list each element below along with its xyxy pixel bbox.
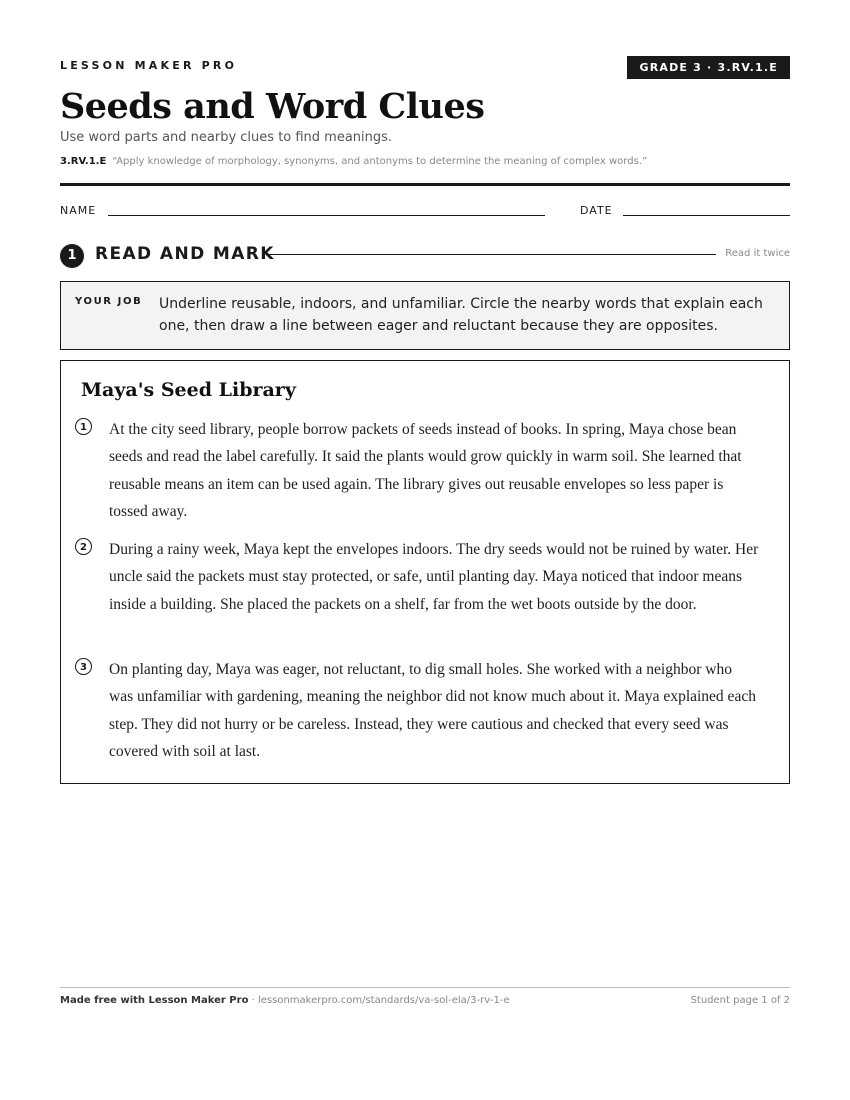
header-divider	[60, 183, 790, 186]
standard-line	[60, 156, 790, 167]
worksheet-page	[60, 0, 790, 1100]
page-subtitle: Use word parts and nearby clues to find meanings.	[60, 130, 393, 145]
story-box	[60, 360, 790, 784]
footer-page-number: Student page 1 of 2	[690, 995, 790, 1006]
paragraph-number: 2	[75, 538, 92, 555]
top-bar	[60, 56, 790, 80]
paragraph-number: 1	[75, 418, 92, 435]
your-job-instructions: Underline reusable, indoors, and unfamiliar. Circle the nearby words that explain each one, then draw a line between eager and reluctant because they are opposites.	[159, 296, 763, 334]
section-note: Read it twice	[725, 248, 790, 259]
standard-code: 3.RV.1.E	[60, 156, 107, 167]
section-number-badge: 1	[60, 244, 84, 268]
paragraph-number: 3	[75, 658, 92, 675]
section-title: READ AND MARK	[95, 244, 275, 264]
section-rule	[269, 254, 716, 255]
your-job-label: YOUR JOB	[75, 296, 143, 307]
name-date-row	[60, 204, 790, 220]
footer-url[interactable]: lessonmakerpro.com/standards/va-sol-ela/3-rv-1-e	[257, 995, 510, 1006]
paragraph-text: On planting day, Maya was eager, not reluctant, to dig small holes. She worked with a neighbor who was unfamiliar with gardening, meaning the neighbor did not know much about it. Maya explained each step. They did not hurry or be careless. Instead, they were cautious and checked that every seed was covered with soil at last.	[109, 661, 756, 760]
footer-made-with: Made free with Lesson Maker Pro	[60, 995, 249, 1006]
standard-text: “Apply knowledge of morphology, synonyms, and antonyms to determine the meaning of complex words.”	[112, 156, 648, 167]
paragraph-text: At the city seed library, people borrow packets of seeds instead of books. In spring, Maya chose bean seeds and read the label carefully. It said the plants would grow quickly in warm soil. She learned that reusable means an item can be used again. The library gives out reusable envelopes so less paper is tossed away.	[109, 421, 742, 520]
your-job-box	[60, 281, 790, 350]
story-title: Maya's Seed Library	[81, 379, 296, 401]
page-title: Seeds and Word Clues	[60, 86, 485, 127]
date-label: DATE	[580, 204, 613, 217]
footer-separator: ·	[248, 995, 258, 1006]
brand-name: LESSON MAKER PRO	[60, 59, 238, 72]
footer	[60, 995, 790, 1006]
section-header	[60, 242, 790, 268]
grade-badge: GRADE 3 · 3.RV.1.E	[627, 56, 790, 79]
name-field[interactable]	[108, 215, 545, 216]
footer-divider	[60, 987, 790, 988]
name-label: NAME	[60, 204, 97, 217]
date-field[interactable]	[623, 215, 790, 216]
paragraph-text: During a rainy week, Maya kept the envelopes indoors. The dry seeds would not be ruined by water. Her uncle said the packets must stay protected, or safe, until planting day. Maya noticed that indoor means inside a building. She placed the packets on a shelf, far from the wet boots outside by the door.	[109, 541, 759, 613]
